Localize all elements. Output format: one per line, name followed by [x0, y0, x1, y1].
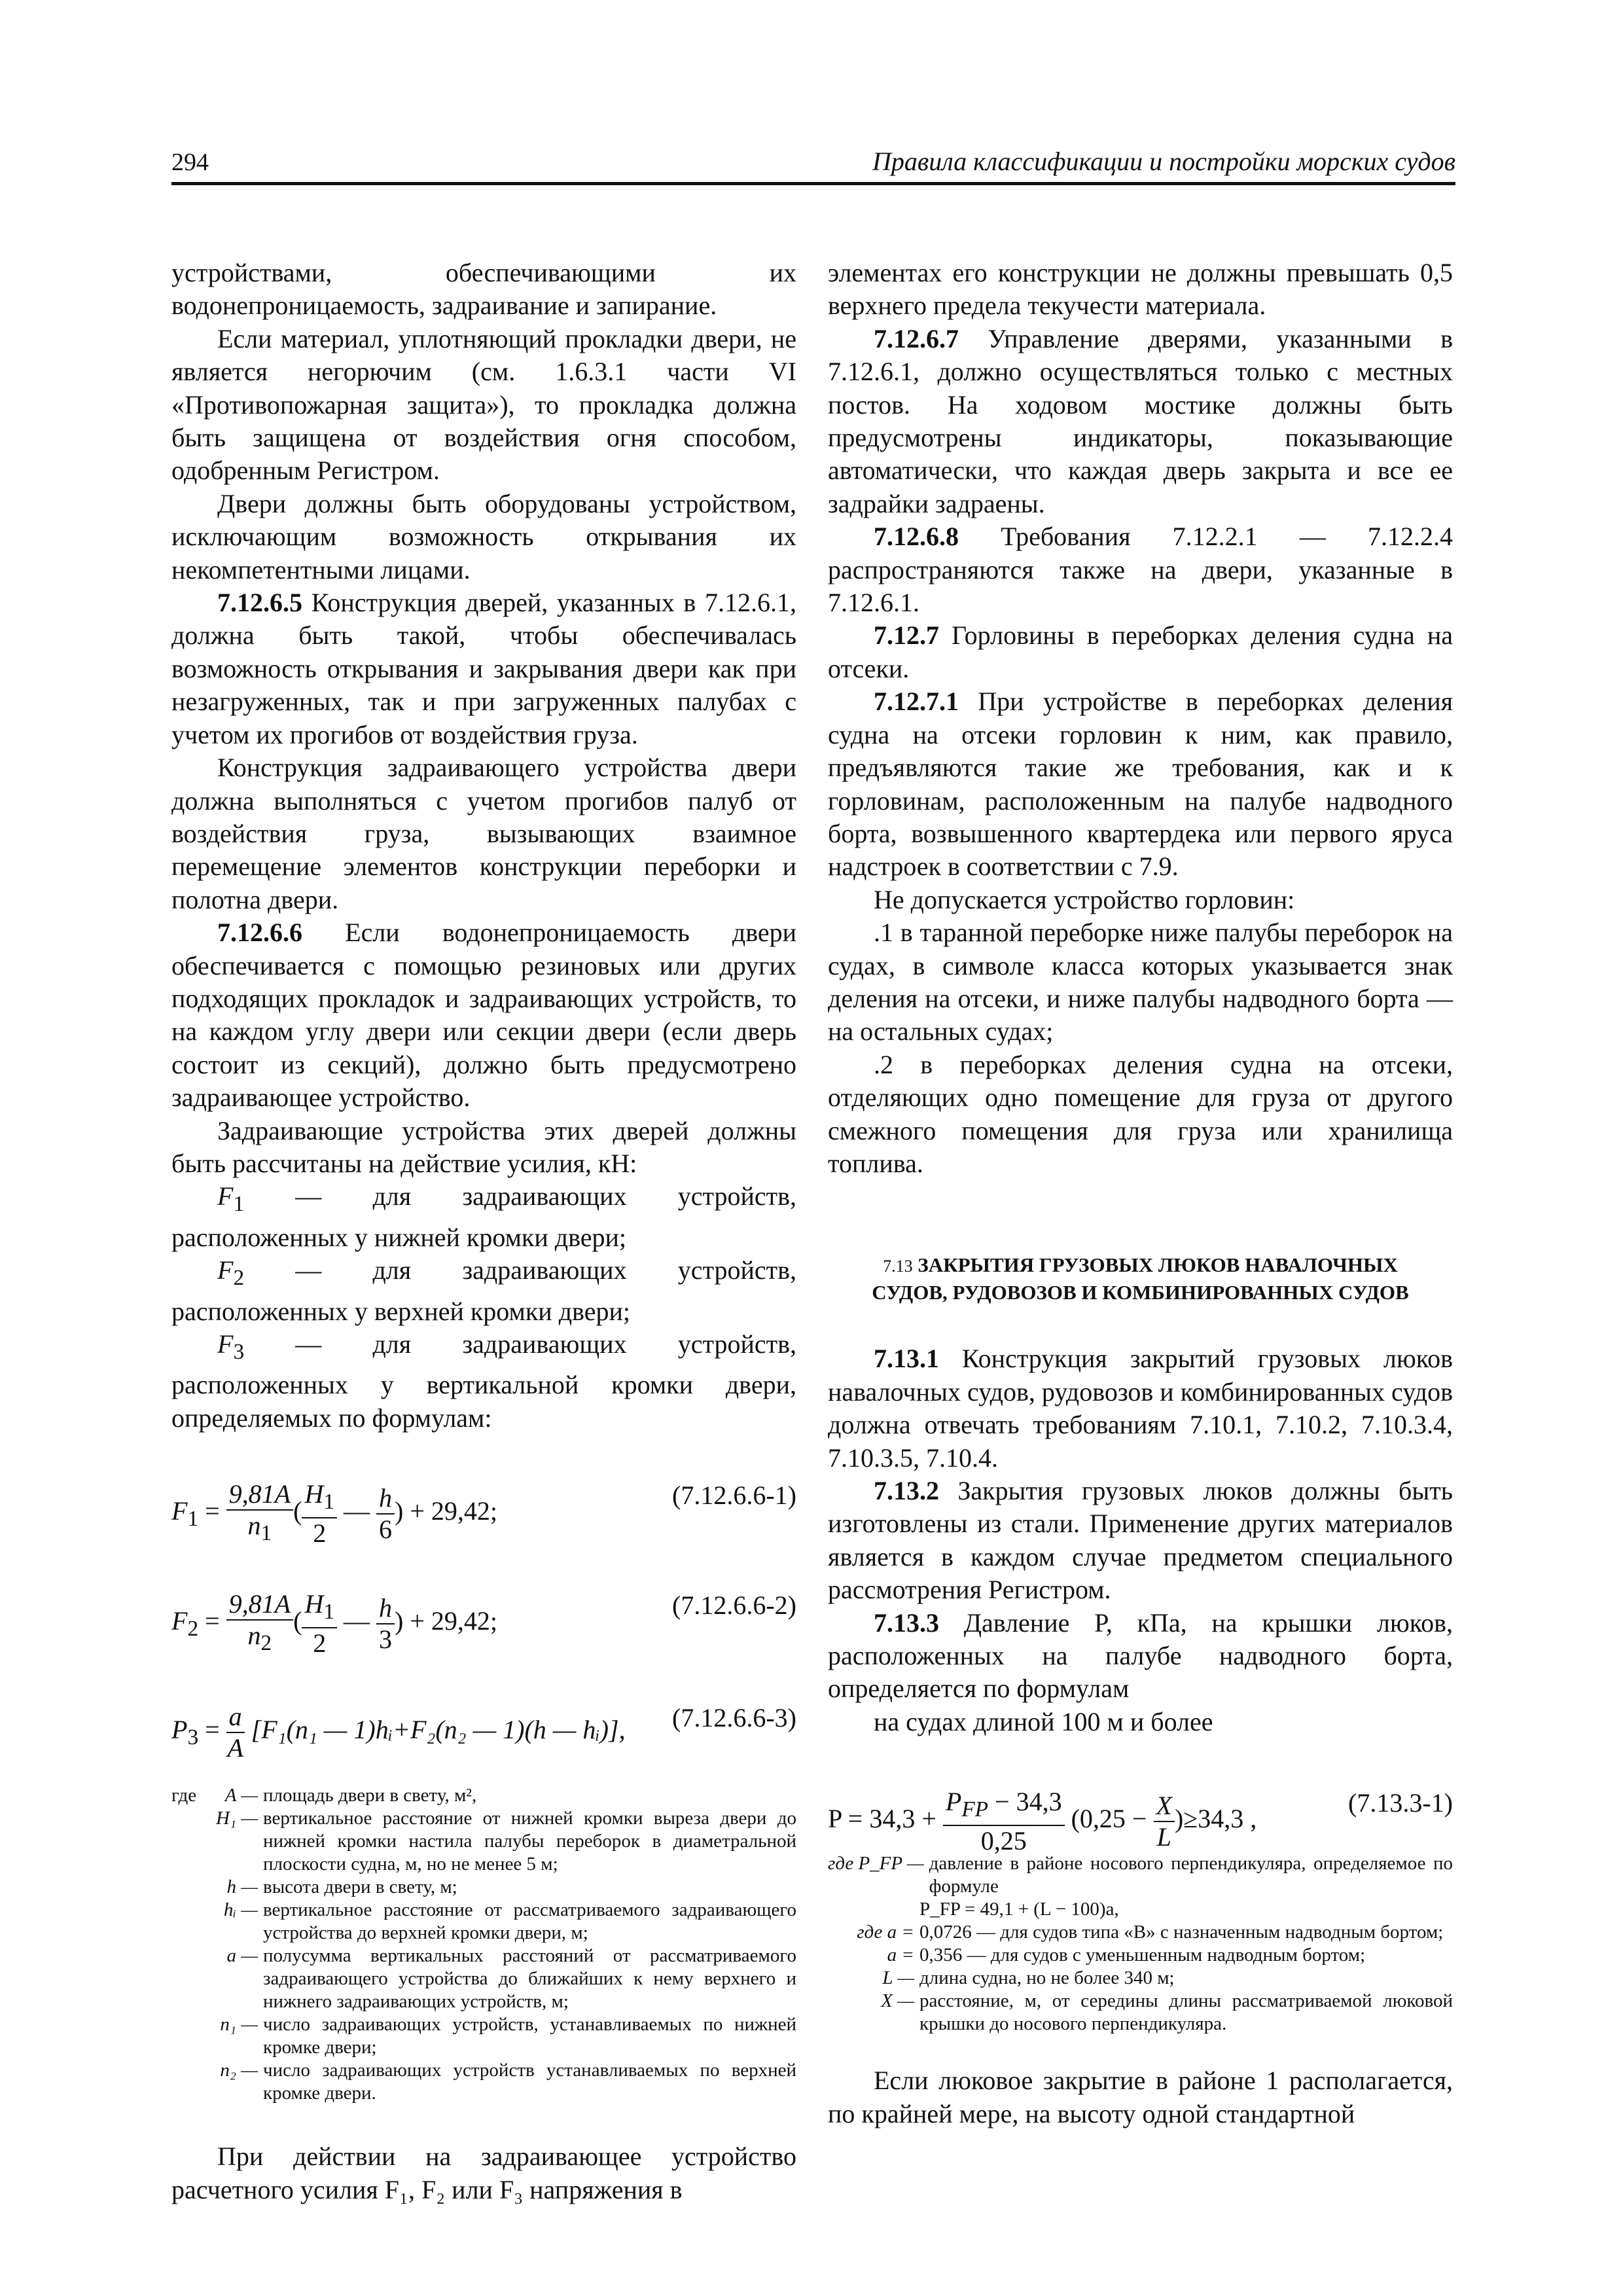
p-sub: FP [961, 1797, 989, 1822]
formula-body [171, 1589, 497, 1659]
running-title: Правила классификации и постройки морских судов [872, 147, 1455, 176]
paragraph: на судах длиной 100 м и более [874, 1706, 1213, 1736]
formula-eq: = [198, 1715, 226, 1745]
definition-item [828, 1944, 1453, 1967]
right-column [828, 257, 1453, 2130]
definition-item [171, 1899, 796, 1945]
top-tail: − 34,3 [988, 1787, 1062, 1817]
formula-lhs-sub: 2 [187, 1617, 199, 1641]
section-number: 7.13.1 [874, 1344, 939, 1374]
fraction-top [302, 1589, 337, 1628]
fraction-top: X [1154, 1791, 1175, 1822]
symbol: F [217, 1329, 234, 1359]
symbol-sub: 3 [233, 1340, 245, 1364]
page-header [171, 145, 1455, 185]
h1: H [304, 1479, 324, 1509]
den-sub: 1 [260, 1521, 272, 1546]
section-number: 7.12.6.7 [874, 323, 959, 353]
force-f3-item [171, 1328, 796, 1435]
formula-lhs: F [171, 1606, 188, 1636]
left-definitions [171, 1784, 796, 2105]
section-heading-7-13 [854, 1252, 1427, 1306]
section-number: 7.12.6.6 [217, 918, 302, 948]
definition-item [828, 1898, 1453, 1921]
paren: ( [293, 1606, 302, 1636]
paren-close: ) [395, 1606, 404, 1636]
paragraph-text: Управление дверями, указанными в 7.12.6.1, должно осуществляться только с местных постов. На ходовом мостике должны быть предусмотрены индикаторы, показывающие автоматически, что каждая дверь закрыта и все ее задрайки задраены. [828, 323, 1453, 518]
fraction-bottom: 2 [313, 1518, 327, 1549]
formula-number: (7.12.6.6-2) [672, 1590, 796, 1621]
definition-text: число задраивающих устройств устанавливаемых по верхней кромке двери. [263, 2060, 796, 2104]
formula-7-12-6-6-2 [171, 1567, 796, 1659]
formula-7-12-6-6-3 [171, 1679, 796, 1766]
fraction [1154, 1791, 1175, 1852]
definition-text: число задраивающих устройств, устанавливаемых по нижней кромке двери; [263, 2014, 796, 2058]
paragraph-text: Если водонепроницаемость двери обеспечивается с помощью резиновых или других подходящих прокладок и задраивающих устройств, то на каждом углу двери или секции двери (если дверь состоит из секций), должно быть предусмотрено задраивающее устройство. [171, 918, 796, 1113]
definition-key: hᵢ — [223, 1899, 258, 1921]
fraction-top: a [226, 1702, 245, 1733]
definition-key: a = [887, 1945, 914, 1966]
fraction-top: 9,81A [226, 1479, 293, 1511]
paragraph-text: Горловины в переборках деления судна на отсеки. [828, 620, 1453, 683]
fraction-bottom: 0,25 [980, 1826, 1027, 1856]
definition-item [828, 1990, 1453, 2036]
definition-item [171, 1784, 796, 1807]
paragraph: Если материал, уплотняющий прокладки двери, не является негорючим (см. 1.6.3.1 части VI «Противопожарная защита»), то прокладка должна быть защищена от воздействия огня способом, одобренным Регистром. [171, 323, 796, 486]
fraction [943, 1787, 1065, 1856]
fraction-top: 9,81A [226, 1589, 293, 1621]
right-definitions [828, 1852, 1453, 2036]
paragraph: элементах его конструкции не должны превышать 0,5 верхнего предела текучести материала. [828, 258, 1453, 321]
symbol-sub: 1 [233, 1192, 245, 1217]
definition-text: вертикальное расстояние от рассматриваемого задраивающего устройства до верхней кромки двери, м; [263, 1899, 796, 1944]
paragraph-7-12-6-8 [828, 520, 1453, 619]
paragraph-7-13-3 [828, 1607, 1453, 1706]
symbol: F [217, 1255, 234, 1285]
definition-item [171, 2013, 796, 2059]
force-f2-item [171, 1254, 796, 1328]
definition-item [828, 1921, 1453, 1944]
h1-sub: 1 [323, 1600, 334, 1624]
minus: — [337, 1496, 376, 1526]
section-number: 7.13.2 [874, 1476, 939, 1505]
fraction-top [302, 1479, 337, 1518]
paragraph-7-12-6-7 [828, 323, 1453, 520]
formula-lhs-sub: 1 [187, 1507, 199, 1532]
fraction-bottom [226, 1511, 293, 1549]
definition-key: L — [882, 1967, 914, 1989]
definition-key [828, 1898, 919, 1921]
section-number: 7.12.6.8 [874, 522, 959, 552]
formula-lhs: F [171, 1496, 188, 1526]
paren-close: ) [395, 1496, 404, 1526]
definition-text: расстояние, м, от середины длины рассматриваемой люковой крышки до носового перпендикуляра. [919, 1990, 1453, 2035]
fraction-bottom: 2 [313, 1628, 327, 1659]
h1: H [304, 1589, 324, 1619]
definition-item [171, 1807, 796, 1876]
fraction [302, 1479, 337, 1549]
definition-text: высота двери в свету, м; [263, 1876, 457, 1898]
formula-tail: + 29,42; [403, 1606, 497, 1636]
paragraph-7-12-6-5 [171, 586, 796, 751]
formula-body [828, 1787, 1257, 1856]
formula-number: (7.13.3-1) [1348, 1788, 1453, 1818]
fraction [376, 1483, 395, 1545]
formula-7-13-3-1 [828, 1765, 1453, 1856]
formula-tail: + 29,42; [403, 1496, 497, 1526]
formula-lhs: P = 34,3 + [828, 1804, 943, 1834]
fraction [226, 1702, 245, 1763]
list-item: .2 в переборках деления судна на отсеки, отделяющих одно помещение для груза от другого смежного помещения для груза или хранилища топлива. [828, 1049, 1453, 1178]
formula-eq: = [198, 1496, 226, 1526]
formula-eq: = [198, 1606, 226, 1636]
definition-text: вертикальное расстояние от нижней кромки выреза двери до нижней кромки настила палубы переборок в диаметральной плоскости судна, м, но не менее 5 м; [263, 1808, 796, 1875]
formula-lhs-sub: 3 [187, 1725, 199, 1750]
left-column [171, 257, 796, 2206]
definition-text: давление в районе носового перпендикуляра, определяемое по формуле [929, 1853, 1453, 1897]
paragraph-7-12-6-6 [171, 916, 796, 1114]
paragraph-7-12-7 [828, 619, 1453, 685]
where-label: где [171, 1785, 197, 1806]
symbol-sub: 2 [233, 1266, 245, 1291]
heading-text: ЗАКРЫТИЯ ГРУЗОВЫХ ЛЮКОВ НАВАЛОЧНЫХ СУДОВ, РУДОВОЗОВ И КОМБИНИРОВАННЫХ СУДОВ [872, 1253, 1409, 1304]
definition-key: n₁ — [220, 2014, 258, 2036]
paragraph-text: Конструкция дверей, указанных в 7.12.6.1, должна быть такой, чтобы обеспечивалась возможность открывания и закрывания двери как при незагруженных, так и при загруженных палубах с учетом их прогибов от воздействия груза. [171, 588, 796, 749]
paragraph-7-13-2 [828, 1475, 1453, 1607]
definition-text: 0,356 — для судов с уменьшенным надводным бортом; [919, 1945, 1366, 1966]
definition-item [828, 1852, 1453, 1898]
p: P [945, 1787, 962, 1817]
paragraph: Двери должны быть оборудованы устройством, исключающим возможность открывания их некомпетентными лицами. [171, 488, 796, 584]
paragraph-text: Закрытия грузовых люков должны быть изготовлены из стали. Применение других материалов является в каждом случае предметом специального рассмотрения Регистром. [828, 1476, 1453, 1605]
section-number: 7.12.7 [874, 620, 939, 651]
fraction [226, 1479, 293, 1549]
definition-key: h — [226, 1876, 258, 1898]
fraction [376, 1593, 395, 1655]
paragraph: Не допускается устройство горловин: [874, 884, 1295, 914]
force-f1-item [171, 1180, 796, 1254]
item-text: — для задраивающих устройств, расположенных у верхней кромки двери; [171, 1255, 796, 1326]
fraction-bottom: 6 [379, 1515, 392, 1545]
section-number: 7.13.3 [874, 1607, 939, 1638]
paragraph: При действии на задраивающее устройство расчетного усилия F₁, F₂ или F₃ напряжения в [171, 2142, 796, 2204]
page-number: 294 [171, 149, 209, 176]
paragraph-7-13-1 [828, 1342, 1453, 1475]
definition-item [171, 2059, 796, 2105]
fraction [302, 1589, 337, 1659]
definition-key: a — [226, 1945, 258, 1967]
formula-body [171, 1479, 497, 1549]
section-number: 7.12.6.5 [217, 588, 302, 618]
item-text: — для задраивающих устройств, расположенных у нижней кромки двери; [171, 1181, 796, 1252]
definition-key: X — [881, 1990, 914, 2012]
formula-tail: )≥34,3 , [1174, 1804, 1257, 1834]
paragraph: Задраивающие устройства этих дверей должны быть рассчитаны на действие усилия, кН: [171, 1115, 796, 1178]
definition-text: площадь двери в свету, м², [263, 1785, 477, 1806]
definition-key: H₁ — [215, 1808, 258, 1829]
list-item: .1 в таранной переборке ниже палубы переборок на судах, в символе класса которых указывается знак деления на отсеки, и ниже палубы надводного борта — на остальных судах; [828, 918, 1453, 1047]
definition-item [171, 1876, 796, 1899]
fraction-bottom: 3 [379, 1624, 392, 1655]
fraction-top [943, 1787, 1065, 1826]
fraction-bottom: A [227, 1733, 243, 1763]
formula-number: (7.12.6.6-1) [672, 1480, 796, 1511]
formula-number: (7.12.6.6-3) [672, 1703, 796, 1733]
heading-number: 7.13 [883, 1257, 913, 1276]
section-number: 7.12.7.1 [874, 687, 959, 717]
definition-key: A — [224, 1785, 258, 1806]
definition-text: P_FP = 49,1 + (L − 100)a, [919, 1899, 1119, 1920]
definition-key: где a = [857, 1922, 914, 1943]
definition-text: 0,0726 — для судов типа «B» с назначенным надводным бортом; [919, 1922, 1444, 1943]
paren: ( [293, 1496, 302, 1526]
item-text: — для задраивающих устройств, расположенных у вертикальной кромки двери, определяемых по формулам: [171, 1329, 796, 1433]
den-sub: 2 [260, 1631, 272, 1656]
paragraph-text: При устройстве в переборках деления судна на отсеки горловин к ним, как правило, предъявляются такие же требования, как и к горловинам, расположенным на палубе надводного борта, возвышенного квартердека или первого яруса надстроек в соответствии с 7.9. [828, 687, 1453, 882]
definition-text: полусумма вертикальных расстояний от рассматриваемого задраивающего устройства до ближайших к нему верхнего и нижнего задраивающих устройств, м; [263, 1945, 796, 2013]
fraction-top: h [376, 1483, 395, 1515]
paragraph-text: Конструкция закрытий грузовых люков навалочных судов, рудовозов и комбинированных судов должна отвечать требованиям 7.10.1, 7.10.2, 7.10.3.4, 7.10.3.5, 7.10.4. [828, 1344, 1453, 1473]
fraction-bottom: L [1156, 1822, 1171, 1852]
formula-lhs: P [171, 1715, 188, 1745]
fraction-top: h [376, 1593, 395, 1624]
formula-7-12-6-6-1 [171, 1457, 796, 1549]
paragraph-text: Давление P, кПа, на крышки люков, расположенных на палубе надводного борта, определяется по формулам [828, 1607, 1453, 1704]
definition-item [828, 1967, 1453, 1990]
formula-tail: [F₁(n₁ — 1)hᵢ+F₂(n₂ — 1)(h — hᵢ)], [244, 1715, 626, 1745]
formula-body [171, 1702, 626, 1763]
paragraph-7-12-7-1 [828, 685, 1453, 883]
fraction [226, 1589, 293, 1659]
paragraph: Если люковое закрытие в районе 1 располагается, по крайней мере, на высоту одной стандартной [828, 2066, 1453, 2128]
formula-mid: (0,25 − [1064, 1804, 1154, 1834]
definition-item [171, 1945, 796, 2013]
paragraph: Конструкция задраивающего устройства двери должна выполняться с учетом прогибов палуб от воздействия груза, вызывающих взаимное перемещение элементов конструкции переборки и полотна двери. [171, 753, 796, 914]
minus: — [337, 1606, 376, 1636]
paragraph-text: Требования 7.12.2.1 — 7.12.2.4 распространяются также на двери, указанные в 7.12.6.1. [828, 522, 1453, 618]
definition-key: n₂ — [220, 2060, 258, 2081]
paragraph: устройствами, обеспечивающими их водонепроницаемость, задраивание и запирание. [171, 258, 796, 321]
den: n [247, 1511, 261, 1541]
definition-key: где P_FP — [828, 1853, 924, 1874]
fraction-bottom [226, 1621, 293, 1659]
den: n [247, 1621, 261, 1651]
symbol: F [217, 1181, 234, 1211]
definition-text: длина судна, но не более 340 м; [919, 1967, 1175, 1989]
h1-sub: 1 [323, 1490, 334, 1515]
